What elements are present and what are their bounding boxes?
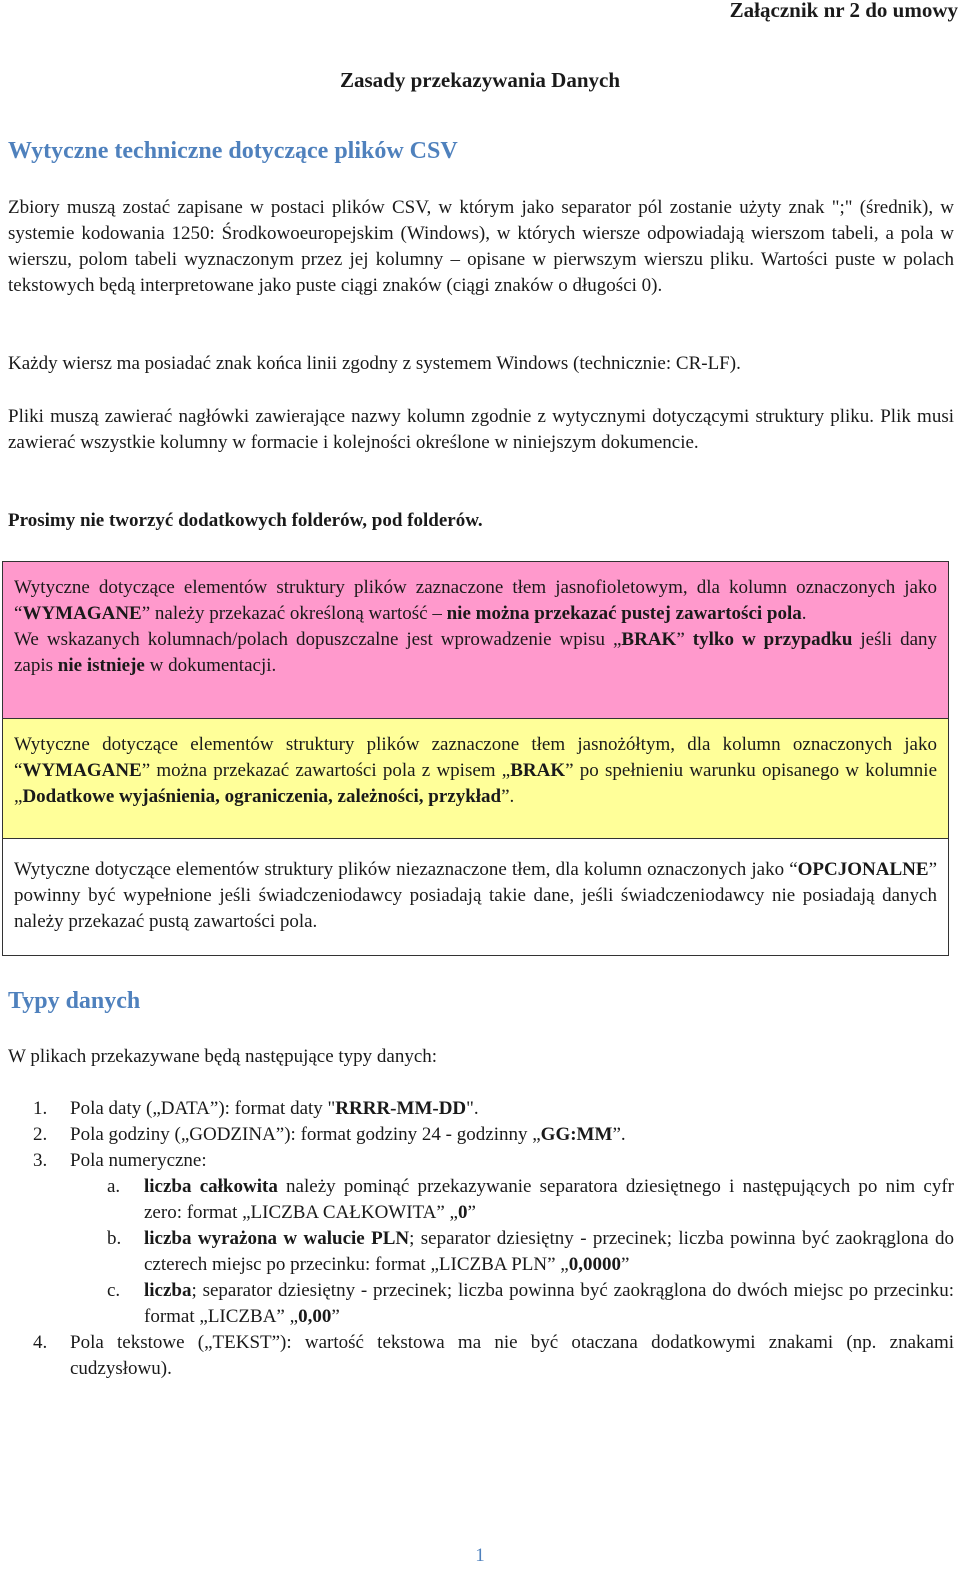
list-item: 1. Pola daty („DATA”): format daty "RRRR-MM-DD". [33,1098,479,1119]
pink-box-paragraph-1: Wytyczne dotyczące elementów struktury plików zaznaczone tłem jasnofioletowym, dla kolumn oznaczonych jako “WYMAGANE” należy przekazać określoną wartość – nie można przekazać pustej zawartości pola. [14,577,937,624]
csv-paragraph-2: Każdy wiersz ma posiadać znak końca linii zgodny z systemem Windows (technicznie: CR-LF). [8,353,741,374]
required-fields-box-yellow [2,719,949,839]
yellow-box-paragraph: Wytyczne dotyczące elementów struktury plików zaznaczone tłem jasnożółtym, dla kolumn oznaczonych jako “WYMAGANE” można przekazać zawartości pola z wpisem „BRAK” po spełnieniu warunku opisanego w kolumnie „Dodatkowe wyjaśnienia, ograniczenia, zależności, przykład”. [14,734,938,807]
list-item: 2. Pola godziny („GODZINA”): format godziny 24 - godzinny „GG:MM”. [33,1124,626,1145]
pink-box-paragraph-2: We wskazanych kolumnach/polach dopuszczalne jest wprowadzenie wpisu „BRAK” tylko w przypadku jeśli dany zapis nie istnieje w dokumentacji. [14,629,937,676]
list-item: 4. Pola tekstowe („TEKST”): wartość tekstowa ma nie być otaczana dodatkowymi znakami (np. znakami cudzysłowu). [33,1332,954,1379]
list-subitem: b. liczba wyrażona w walucie PLN; separator dziesiętny - przecinek; liczba powinna być zaokrąglona do czterech miejsc po przecinku: format „LICZBA PLN” „0,0000” [107,1228,954,1275]
csv-section-heading: Wytyczne techniczne dotyczące plików CSV [8,138,458,164]
data-types-list [0,1096,954,1382]
csv-paragraph-4: Prosimy nie tworzyć dodatkowych folderów, pod folderów. [8,510,483,531]
data-types-heading: Typy danych [8,988,141,1014]
list-item: 3. Pola numeryczne: [33,1150,207,1171]
page-number: 1 [475,1545,485,1566]
document-title: Zasady przekazywania Danych [339,68,621,92]
csv-paragraph-1: Zbiory muszą zostać zapisane w postaci plików CSV, w którym jako separator pól zostanie użyty znak ";" (średnik), w systemie kodowania 1250: Środkowoeuropejskim (Windows), w których wiersze odpowiadają wierszom tabeli, a pola w wierszu, polom tabeli wyznaczonym przez jej kolumny – opisane w pierwszym wierszu pliku. Wartości puste w polach tekstowych będą interpretowane jako puste ciągi znaków (ciągi znaków o długości 0). [8,197,954,296]
csv-paragraph-3: Pliki muszą zawierać nagłówki zawierające nazwy kolumn zgodnie z wytycznymi dotyczącymi struktury pliku. Plik musi zawierać wszystkie kolumny w formacie i kolejności określone w niniejszym dokumencie. [8,406,954,453]
annex-label: Załącznik nr 2 do umowy [729,0,958,22]
data-types-intro: W plikach przekazywane będą następujące typy danych: [8,1046,438,1067]
optional-fields-box [2,839,949,956]
list-subitem: a. liczba całkowita należy pominąć przekazywanie separatora dziesiętnego i następujących po nim cyfr zero: format „LICZBA CAŁKOWITA” „0” [107,1176,954,1223]
required-fields-box-pink [2,561,949,719]
list-subitem: c. liczba; separator dziesiętny - przecinek; liczba powinna być zaokrąglona do dwóch miejsc po przecinku: format „LICZBA” „0,00” [107,1280,954,1327]
white-box-paragraph: Wytyczne dotyczące elementów struktury plików niezaznaczone tłem, dla kolumn oznaczonych jako “OPCJONALNE” powinny być wypełnione jeśli świadczeniodawcy posiadają takie dane, jeśli świadczeniodawcy nie posiadają danych należy przekazać pustą zawartości pola. [14,859,937,932]
